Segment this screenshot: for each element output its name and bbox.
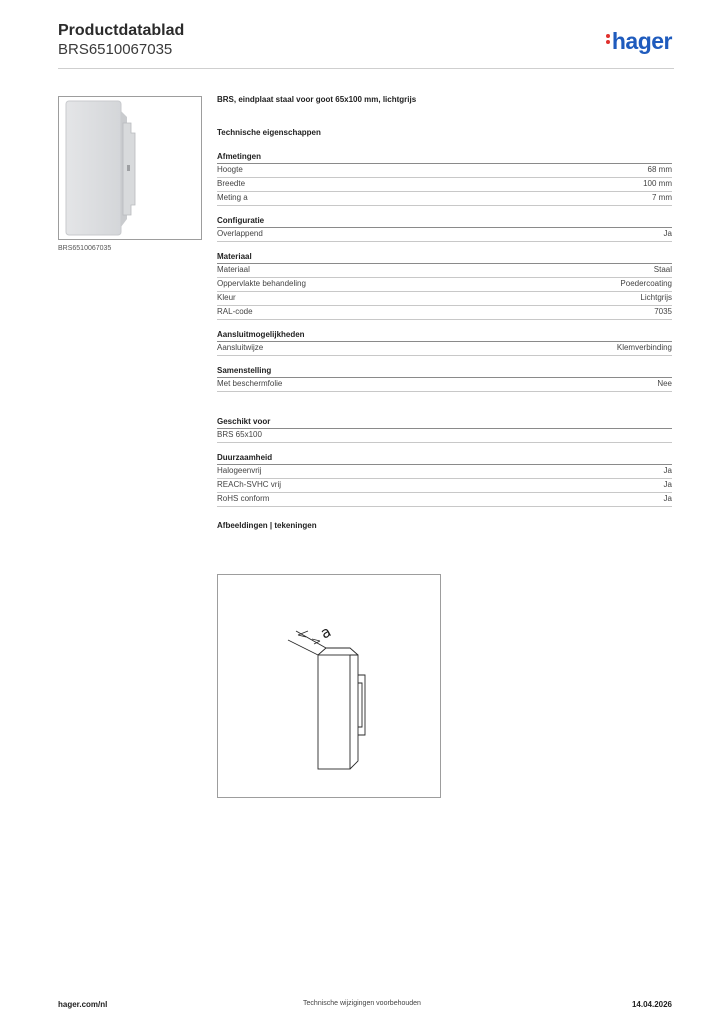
spec-row — [217, 342, 672, 356]
spec-label: Kleur — [217, 293, 236, 302]
product-thumbnail — [58, 96, 202, 240]
spec-value: Ja — [663, 494, 672, 503]
spec-content — [217, 95, 672, 535]
spec-label: Halogeenvrij — [217, 466, 262, 475]
spec-group-title: Configuratie — [217, 215, 672, 228]
spec-row — [217, 192, 672, 206]
footer-date: 14.04.2026 — [631, 1000, 672, 1009]
spec-row — [217, 164, 672, 178]
spec-value: Nee — [657, 379, 672, 388]
end-plate-product-image — [59, 97, 201, 239]
spec-value: Ja — [663, 466, 672, 475]
spec-label: BRS 65x100 — [217, 430, 262, 439]
spec-group-title: Samenstelling — [217, 365, 672, 378]
hager-logo — [606, 28, 672, 55]
spec-row — [217, 378, 672, 392]
spec-row — [217, 479, 672, 493]
spec-label: REACh-SVHC vrij — [217, 480, 282, 489]
spec-row — [217, 228, 672, 242]
product-description: BRS, eindplaat staal voor goot 65x100 mm, lichtgrijs — [217, 95, 417, 104]
spec-value: 100 mm — [643, 179, 672, 188]
spec-label: Meting a — [217, 193, 248, 202]
spec-value: 7035 — [654, 307, 672, 316]
spec-value: 68 mm — [647, 165, 672, 174]
spec-value: Ja — [663, 480, 672, 489]
section-title: Technische eigenschappen — [217, 128, 321, 137]
spec-group — [217, 215, 672, 242]
spec-value: Klemverbinding — [616, 343, 672, 352]
spec-groups — [217, 151, 672, 507]
spec-value: Lichtgrijs — [640, 293, 672, 302]
spec-label: Oppervlakte behandeling — [217, 279, 306, 288]
logo-dots-icon — [606, 32, 610, 46]
spec-value: 7 mm — [652, 193, 672, 202]
technical-drawing — [217, 574, 441, 798]
spec-group — [217, 416, 672, 443]
spec-group — [217, 251, 672, 320]
spec-label: Materiaal — [217, 265, 250, 274]
spec-label: Aansluitwijze — [217, 343, 264, 352]
page-title: Productdatablad — [58, 22, 185, 39]
drawings-title: Afbeeldingen | tekeningen — [217, 521, 317, 530]
spec-group — [217, 452, 672, 507]
spec-label: RoHS conform — [217, 494, 270, 503]
header-divider — [58, 68, 674, 69]
spec-group — [217, 365, 672, 392]
spec-label: Overlappend — [217, 229, 263, 238]
spec-value: Staal — [653, 265, 672, 274]
spec-row — [217, 178, 672, 192]
spec-row — [217, 278, 672, 292]
footer-website[interactable]: hager.com/nl — [58, 1000, 108, 1009]
spec-row — [217, 306, 672, 320]
spec-label: RAL-code — [217, 307, 253, 316]
product-code: BRS6510067035 — [58, 41, 173, 58]
page-header — [58, 22, 674, 70]
footer-notice: Technische wijzigingen voorbehouden — [303, 1000, 421, 1007]
spec-group — [217, 329, 672, 356]
spec-label: Hoogte — [217, 165, 243, 174]
dimension-label-a: a — [317, 622, 335, 643]
spec-value: Poedercoating — [620, 279, 672, 288]
spec-group-title: Geschikt voor — [217, 416, 672, 429]
spec-group-title: Aansluitmogelijkheden — [217, 329, 672, 342]
spec-group-title: Materiaal — [217, 251, 672, 264]
spec-row — [217, 493, 672, 507]
spec-row — [217, 264, 672, 278]
end-plate-drawing — [218, 575, 440, 797]
spec-row — [217, 429, 672, 443]
spec-group — [217, 151, 672, 206]
spec-row — [217, 292, 672, 306]
logo-text: hager — [611, 28, 672, 54]
spec-label: Breedte — [217, 179, 246, 188]
spec-value: Ja — [663, 229, 672, 238]
spec-group-title: Afmetingen — [217, 151, 672, 164]
thumbnail-caption: BRS6510067035 — [58, 245, 112, 252]
spec-group-title: Duurzaamheid — [217, 452, 672, 465]
spec-row — [217, 465, 672, 479]
spec-label: Met beschermfolie — [217, 379, 283, 388]
